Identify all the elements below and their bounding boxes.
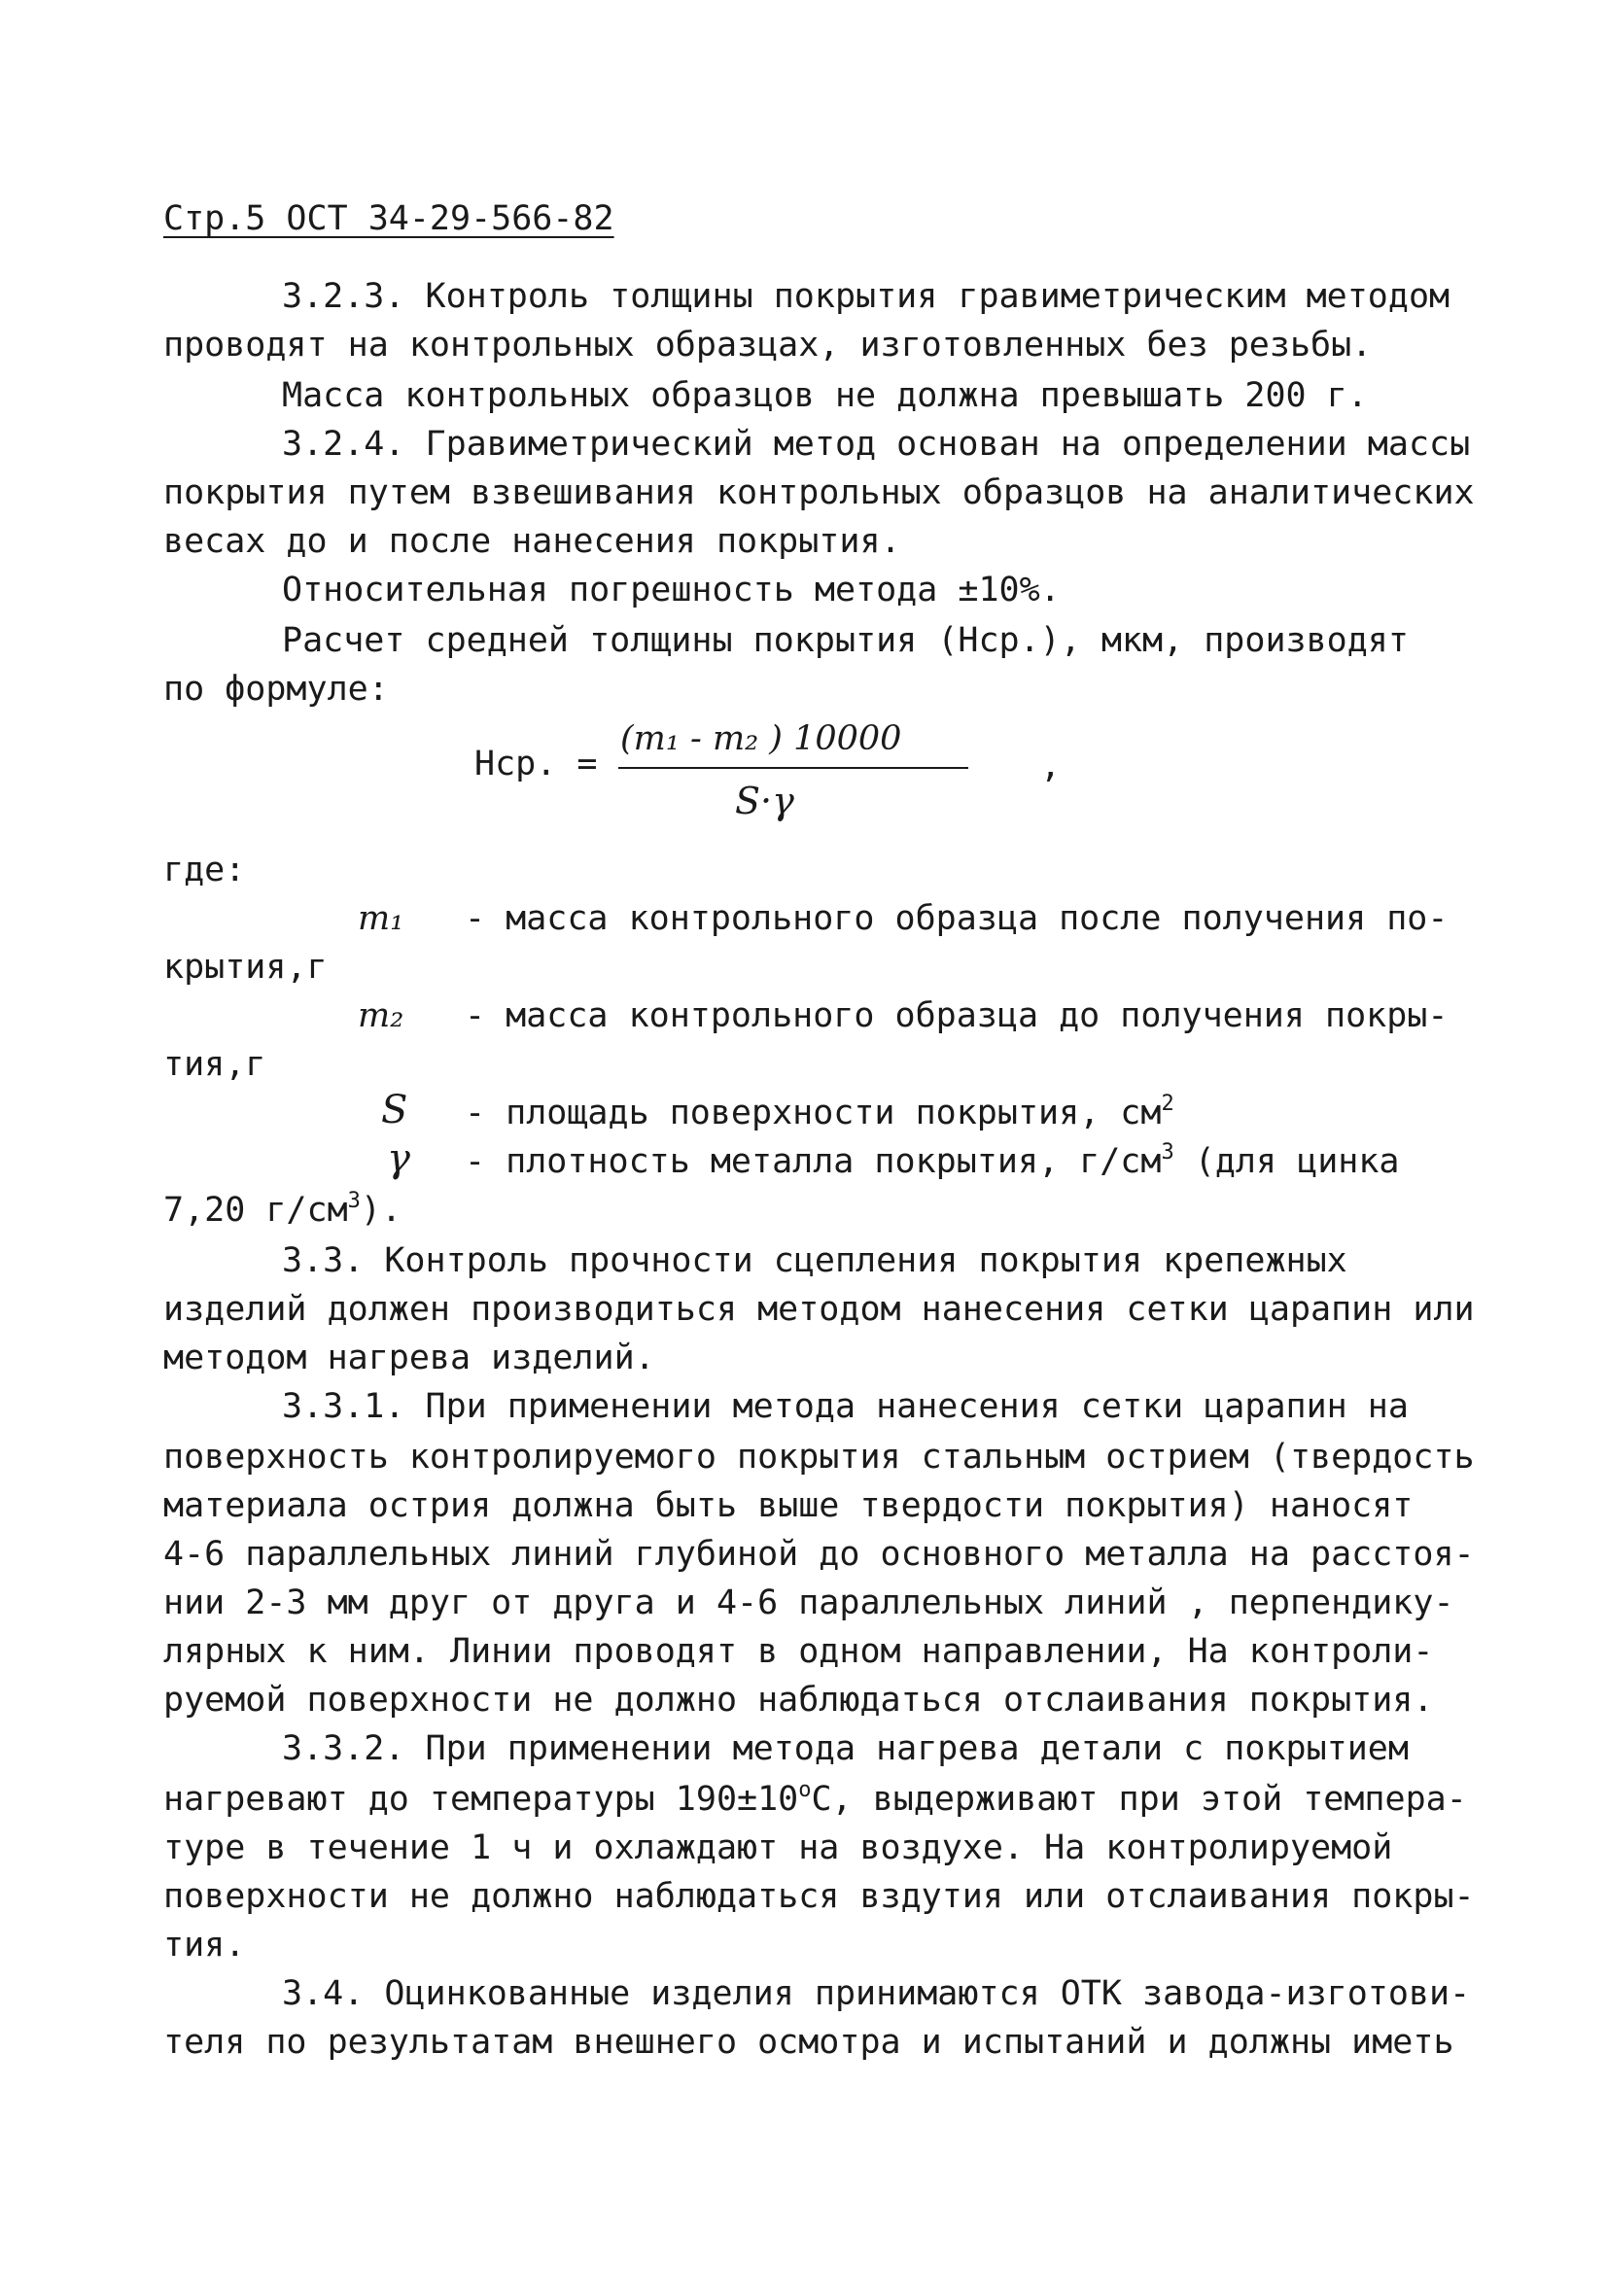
text-line: 3.2.3. Контроль толщины покрытия гравиметрическим методом (282, 277, 1450, 316)
text-line: 3.2.4. Гравиметрический метод основан на определении массы (282, 425, 1471, 464)
text-line: тия. (163, 1926, 246, 1965)
text-line: теля по результатам внешнего осмотра и испытаний и должны иметь (163, 2023, 1454, 2062)
fraction-bar (618, 767, 968, 769)
formula-numerator: (m₁ - m₂ ) 10000 (620, 719, 902, 758)
text-line: материала острия должна быть выше твердости покрытия) наносят (163, 1486, 1414, 1525)
text-line: 3.4. Оцинкованные изделия принимаются ОТК завода-изготови- (282, 1974, 1471, 2013)
text-line: методом нагрева изделий. (163, 1339, 655, 1377)
text-line: лярных к ним. Линии проводят в одном направлении, На контроли- (163, 1632, 1434, 1671)
text-line: покрытия путем взвешивания контрольных образцов на аналитических (163, 473, 1475, 512)
page-header: Стр.5 ОСТ 34-29-566-82 (163, 199, 614, 238)
text-line: поверхность контролируемого покрытия стальным острием (твердость (163, 1438, 1475, 1477)
text-line: Относительная погрешность метода ±10%. (282, 571, 1061, 609)
thickness-formula (474, 719, 1077, 846)
text-line: крытия,г (163, 948, 328, 987)
formula-comma: , (1040, 747, 1062, 785)
symbol-gamma: γ (387, 1136, 410, 1181)
text-line: 3.3.1. При применении метода нанесения сетки царапин на (282, 1387, 1409, 1426)
text-line: по формуле: (163, 670, 389, 709)
text-line: проводят на контрольных образцах, изготовленных без резьбы. (163, 326, 1373, 365)
text-line: 3.3. Контроль прочности сцепления покрытия крепежных (282, 1241, 1347, 1280)
text-line: руемой поверхности не должно наблюдаться отслаивания покрытия. (163, 1681, 1434, 1720)
text-line: - плотность металла покрытия, $г/см^3$ (для цинка (465, 1140, 1400, 1181)
text-line: тия,г (163, 1045, 266, 1084)
text-line: Расчет средней толщины покрытия (Нср.), мкм, производят (282, 621, 1409, 660)
symbol-m2: m₂ (358, 996, 404, 1035)
text-line: Масса контрольных образцов не должна превышать 200 г. (282, 376, 1368, 415)
text-line: весах до и после нанесения покрытия. (163, 522, 901, 561)
text-line: изделий должен производиться методом нанесения сетки царапин или (163, 1290, 1475, 1329)
text-line: поверхности не должно наблюдаться вздутия или отслаивания покры- (163, 1877, 1475, 1916)
text-line: нии 2-3 мм друг от друга и 4-6 параллельных линий , перпендику- (163, 1583, 1454, 1622)
text-line: нагревают до температуры $190\pm 10^оС$, выдерживают при этой темпера- (163, 1778, 1467, 1819)
text-line: 3.3.2. При применении метода нагрева детали с покрытием (282, 1729, 1409, 1768)
formula-lhs: Нср. = (474, 745, 598, 783)
text-line: - масса контрольного образца после получения по- (465, 899, 1449, 938)
formula-denominator: S·γ (735, 780, 794, 822)
text-line: где: (163, 851, 246, 889)
text-line: - площадь поверхности покрытия, $см^2$ (465, 1092, 1174, 1132)
text-line: 7,20 $г/см^3$). (163, 1189, 402, 1230)
text-line: - масса контрольного образца до получения покры- (465, 996, 1449, 1035)
symbol-s: S (381, 1088, 408, 1132)
text-line: 4-6 параллельных линий глубиной до основного металла на расстоя- (163, 1535, 1475, 1574)
symbol-m1: m₁ (358, 899, 404, 938)
text-line: туре в течение 1 ч и охлаждают на воздухе. На контролируемой (163, 1828, 1393, 1867)
